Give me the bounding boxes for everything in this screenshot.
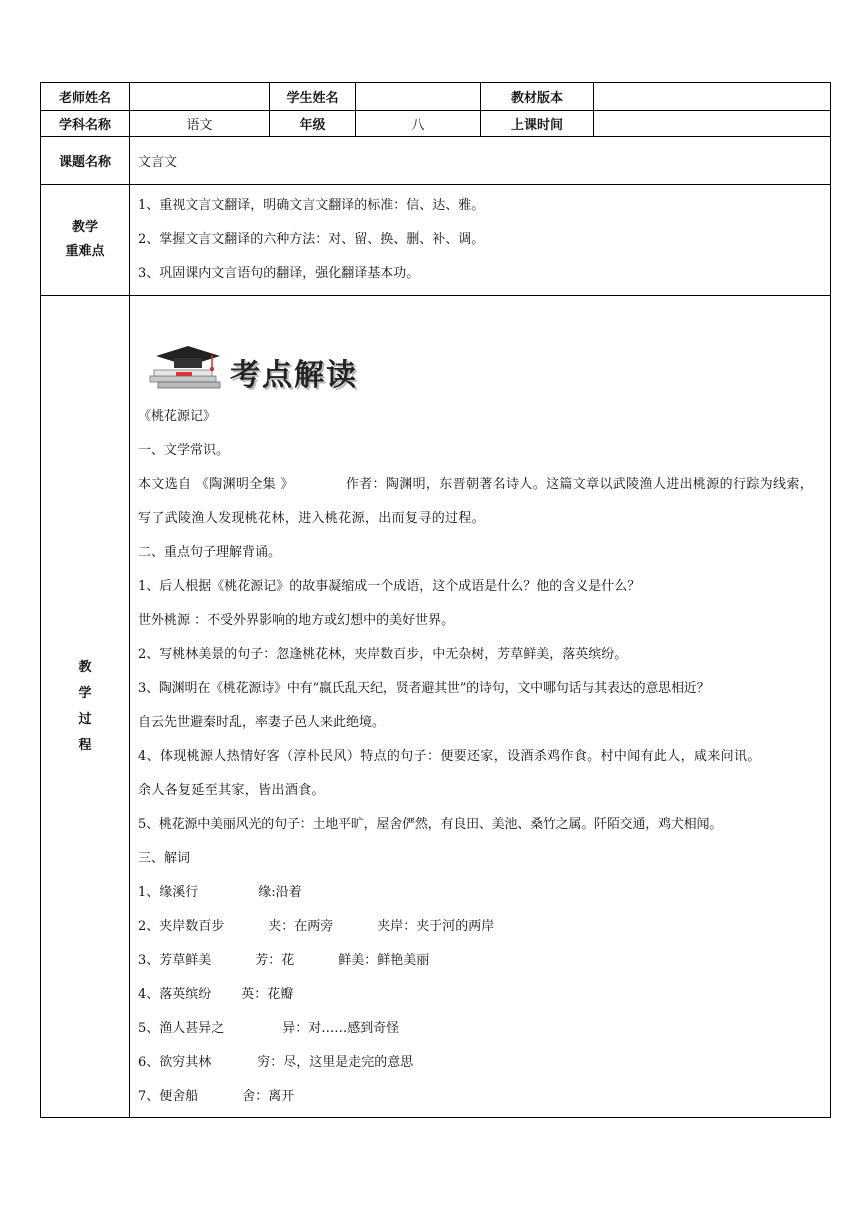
section-heading: 一、文学常识。 (138, 443, 230, 458)
vocab-gloss: 舍：离开 (242, 1089, 295, 1104)
process-row (41, 296, 831, 1118)
topic-value: 文言文 (130, 137, 831, 185)
process-label-char: 学 (78, 685, 92, 701)
textbook-edition-value (594, 83, 831, 111)
text-title: 《桃花源记》 (138, 409, 217, 424)
objective-item: 1、重视文言文翻译，明确文言文翻译的标准：信、达、雅。 (138, 198, 485, 213)
graduation-cap-books-icon (148, 342, 228, 390)
section-heading: 三、解词 (138, 851, 191, 866)
vocab-phrase: 2、夹岸数百步 (138, 919, 225, 934)
grade-value: 八 (356, 111, 481, 137)
process-label-char: 过 (78, 711, 92, 727)
intro-paragraph (138, 468, 822, 536)
lesson-plan-sheet (40, 82, 830, 1118)
vocab-item (138, 910, 822, 944)
vocab-gloss: 鲜美：鲜艳美丽 (338, 953, 430, 968)
question-line: 3、陶渊明在《桃花源诗》中有“嬴氏乱天纪，贤者避其世”的诗句，文中哪句话与其表达的意思相近？ (138, 681, 710, 696)
objectives-label-line-1: 教学 (71, 220, 98, 235)
vocab-phrase: 5、渔人甚异之 (138, 1021, 225, 1036)
topic-row (41, 137, 831, 185)
class-time-value (594, 111, 831, 137)
exam-points-banner (138, 342, 822, 406)
textbook-edition-label: 教材版本 (481, 83, 594, 111)
student-name-value (356, 83, 481, 111)
lesson-plan-table (40, 82, 831, 1118)
vocab-item (138, 1012, 822, 1046)
objective-item: 3、巩固课内文言语句的翻译，强化翻译基本功。 (138, 266, 420, 281)
teacher-name-value (130, 83, 270, 111)
vocab-gloss: 夹：在两旁 (268, 919, 334, 934)
subject-value: 语文 (130, 111, 270, 137)
question-line: 2、写桃林美景的句子：忽逢桃花林，夹岸数百步，中无杂树，芳草鲜美，落英缤纷。 (138, 647, 628, 662)
answer-line: 自云先世避秦时乱，率妻子邑人来此绝境。 (138, 715, 386, 730)
process-label-char: 程 (78, 737, 92, 753)
subject-label: 学科名称 (41, 111, 130, 137)
vocab-gloss: 穷：尽，这里是走完的意思 (257, 1055, 414, 1070)
topic-label: 课题名称 (41, 137, 130, 185)
vocab-phrase: 3、芳草鲜美 (138, 953, 212, 968)
vocab-item (138, 1080, 822, 1114)
question-part: 余人各复延至其家，皆出酒食。 (138, 783, 325, 798)
vocab-gloss: 英：花瓣 (241, 987, 294, 1002)
class-time-label: 上课时间 (481, 111, 594, 137)
banner-title: 考点解读 (230, 358, 358, 393)
objectives-label-line-2: 重难点 (65, 244, 105, 259)
vocab-item (138, 978, 822, 1012)
header-row-1 (41, 83, 831, 111)
objective-item: 2、掌握文言文翻译的六种方法：对、留、换、删、补、调。 (138, 232, 485, 247)
vocab-phrase: 1、缘溪行 (138, 885, 199, 900)
student-name-label: 学生姓名 (270, 83, 356, 111)
vocab-phrase: 6、欲穷其林 (138, 1055, 212, 1070)
vocab-gloss: 芳：花 (255, 953, 295, 968)
objectives-row (41, 185, 831, 296)
vocab-item (138, 876, 822, 910)
objectives-list (130, 185, 831, 296)
process-label (41, 296, 130, 1118)
question-line (138, 740, 822, 808)
vocab-item (138, 944, 822, 978)
process-label-char: 教 (78, 659, 92, 675)
intro-source: 本文选自 《陶渊明全集 》 (138, 477, 294, 492)
vocab-gloss: 异：对……感到奇怪 (282, 1021, 400, 1036)
question-line: 1、后人根据《桃花源记》的故事凝缩成一个成语，这个成语是什么？他的含义是什么？ (138, 579, 641, 594)
process-content (130, 296, 831, 1118)
answer-line: 世外桃源 ：不受外界影响的地方或幻想中的美好世界。 (138, 613, 455, 628)
vocab-gloss: 夹岸：夹于河的两岸 (377, 919, 495, 934)
grade-label: 年级 (270, 111, 356, 137)
vocab-gloss: 缘:沿着 (258, 885, 302, 900)
vocab-phrase: 7、便舍船 (138, 1089, 199, 1104)
intro-author: 作者：陶渊明，东晋朝著名诗人。这篇文章以武陵渔人进出桃源的行踪为线索，写了武陵渔人发现桃花林，进入桃花源，出而复寻的过程。 (138, 477, 814, 526)
question-line: 5、桃花源中美丽风光的句子：土地平旷，屋舍俨然，有良田、美池、桑竹之属。阡陌交通，鸡犬相闻。 (138, 817, 723, 832)
question-part: 4、体现桃源人热情好客（淳朴民风）特点的句子：便要还家，设酒杀鸡作食。村中闻有此人，咸来问讯。 (138, 749, 761, 764)
teacher-name-label: 老师姓名 (41, 83, 130, 111)
header-row-2 (41, 111, 831, 137)
objectives-label (41, 185, 130, 296)
vocab-item (138, 1046, 822, 1080)
section-heading: 二、重点句子理解背诵。 (138, 545, 282, 560)
vocab-phrase: 4、落英缤纷 (138, 987, 212, 1002)
